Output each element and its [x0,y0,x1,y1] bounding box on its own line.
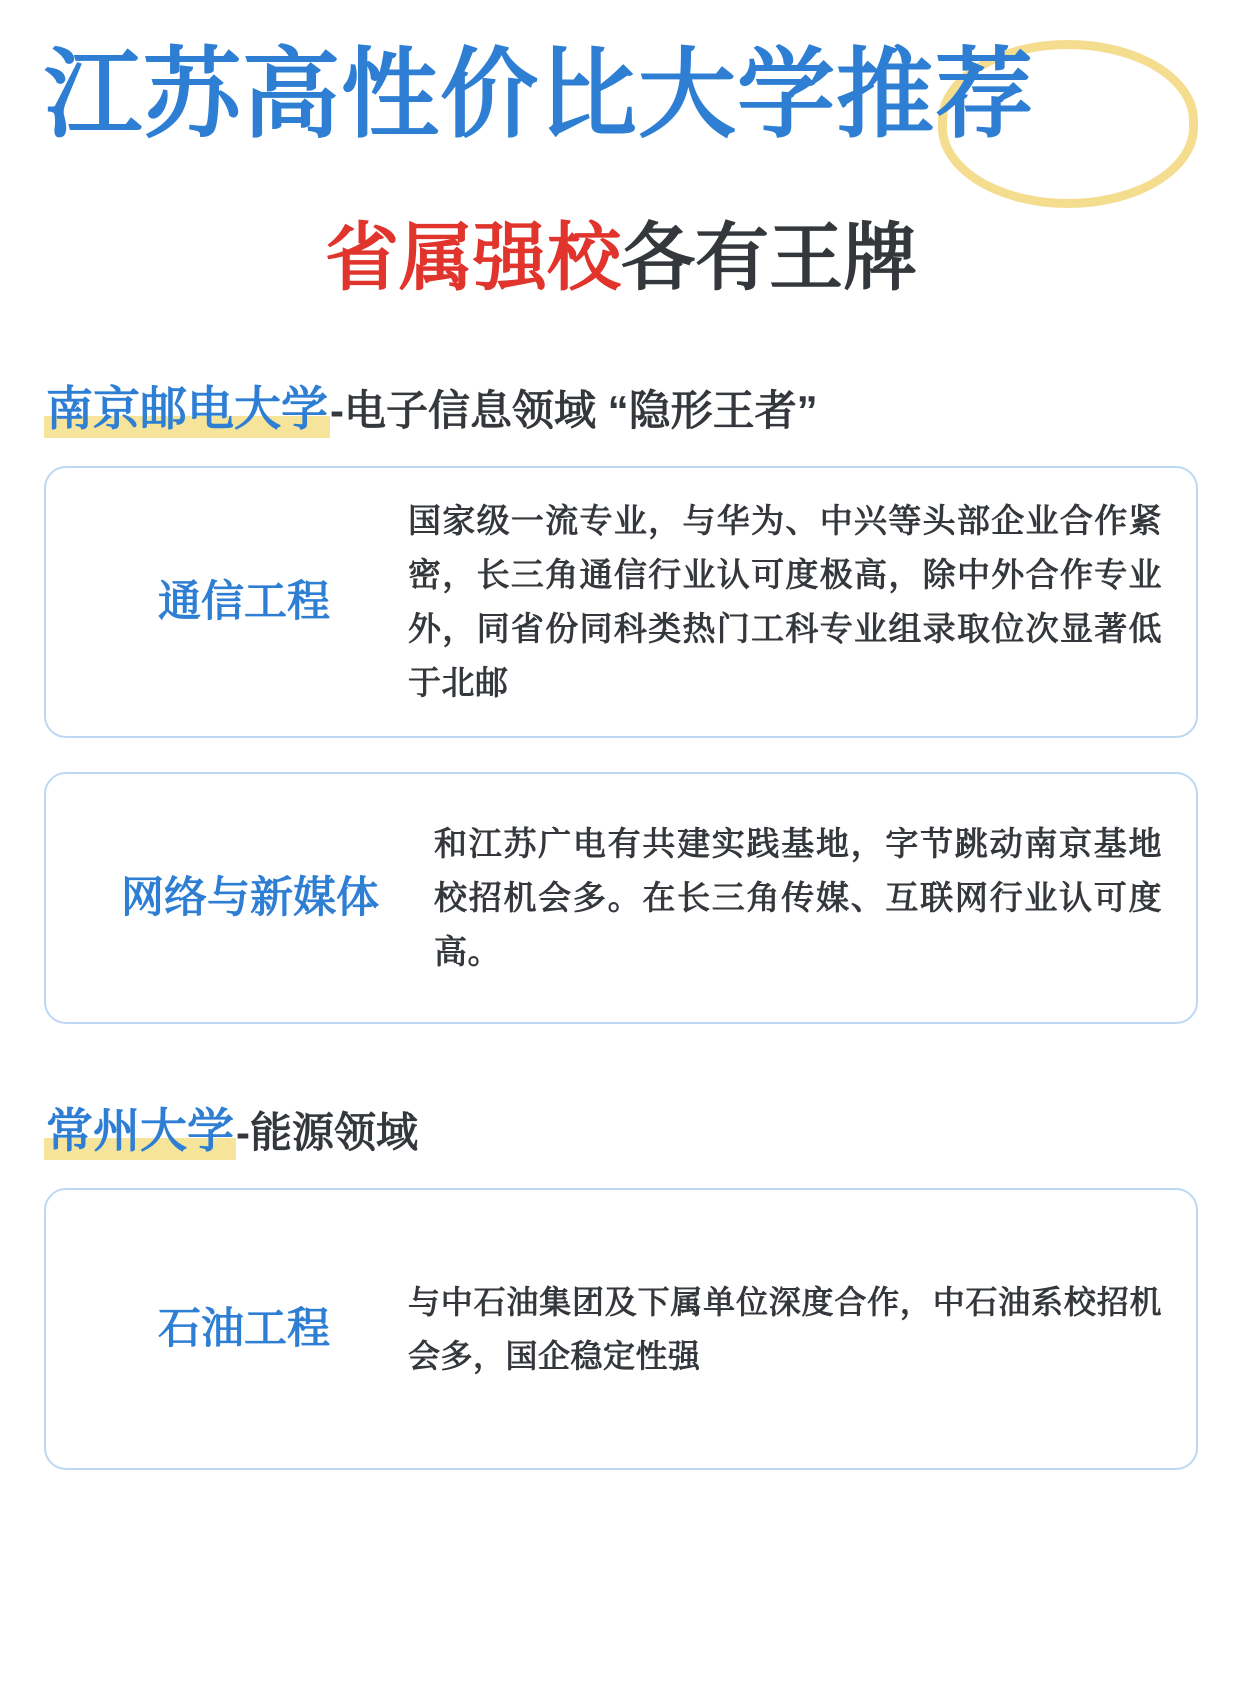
page-title: 江苏高性价比大学推荐 [44,39,1035,149]
major-card [44,1188,1198,1470]
page-subtitle [44,214,1198,302]
section-school-name: 南京邮电大学 [44,380,330,438]
section-school-tagline: -电子信息领域 “隐形王者” [330,387,818,434]
subtitle-red-part: 省属强校 [325,216,621,299]
major-card [44,772,1198,1024]
major-name: 网络与新媒体 [121,874,379,922]
major-description: 与中石油集团及下属单位深度合作，中石油系校招机会多，国企稳定性强 [408,1284,1162,1374]
poster-page [0,34,1242,1690]
major-card [44,466,1198,738]
section-school-tagline: -能源领域 [236,1109,418,1156]
subtitle-dark-part: 各有王牌 [621,216,917,299]
section-heading-cczu [44,1102,1198,1162]
major-name: 通信工程 [158,578,330,626]
title-block [44,34,1198,174]
major-name: 石油工程 [158,1305,330,1353]
section-heading-nupt [44,380,1198,440]
major-description: 和江苏广电有共建实践基地，字节跳动南京基地校招机会多。在长三角传媒、互联网行业认可度高。 [434,825,1162,970]
section-school-name: 常州大学 [44,1102,236,1160]
major-description: 国家级一流专业，与华为、中兴等头部企业合作紧密，长三角通信行业认可度极高，除中外合作专业外，同省份同科类热门工科专业组录取位次显著低于北邮 [408,502,1162,701]
